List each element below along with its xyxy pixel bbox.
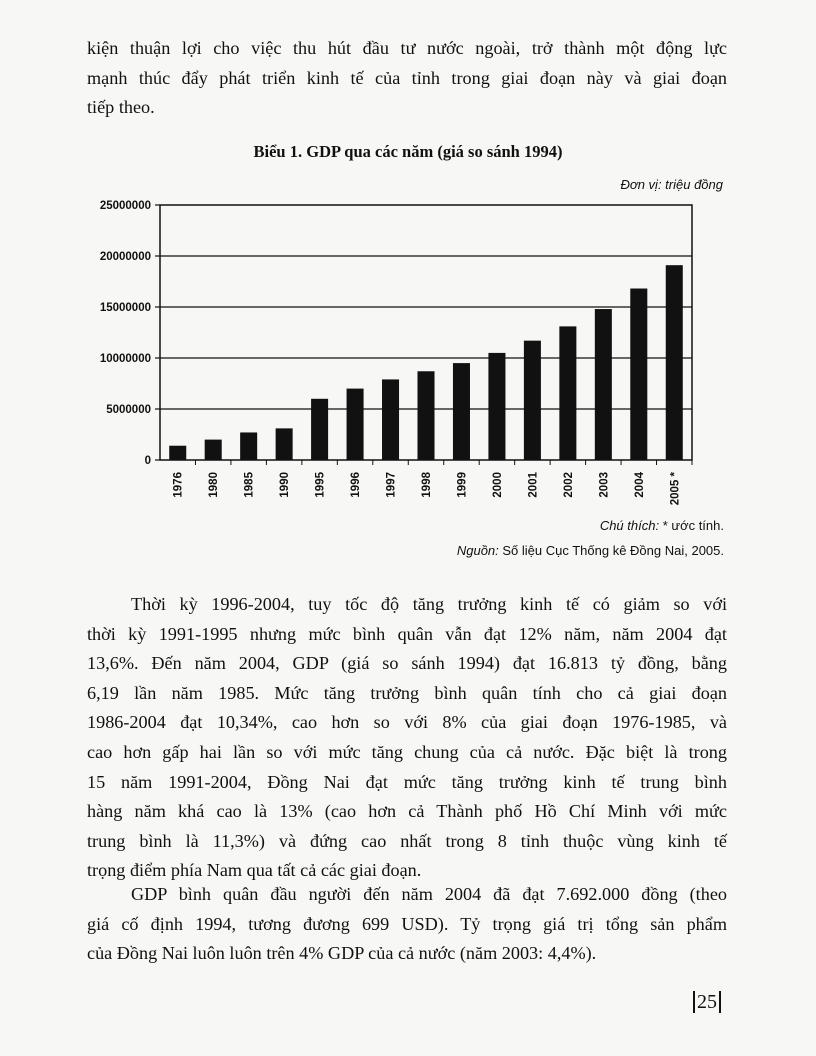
bar (488, 353, 505, 460)
text-line: cao hơn gấp hai lần so với mức tăng chung của cả nước. Đặc biệt là trong (87, 741, 727, 762)
bar (240, 432, 257, 460)
text-line: GDP bình quân đầu người đến năm 2004 đã đạt 7.692.000 đồng (theo (131, 884, 727, 904)
page-number: 25 (693, 991, 721, 1013)
text-line: 1986-2004 đạt 10,34%, cao hơn so với 8% của giai đoạn 1976-1985, và (87, 712, 727, 733)
text-line: hàng năm khá cao là 13% (cao hơn cả Thành phố Hồ Chí Minh với mức (87, 801, 727, 822)
x-tick-label: 1998 (421, 472, 433, 498)
bar (559, 326, 576, 460)
x-tick-label: 1990 (279, 472, 292, 498)
text-line: mạnh thúc đẩy phát triển kinh tế của tỉnh trong giai đoạn này và giai đoạn (87, 67, 727, 88)
bar (311, 399, 328, 460)
y-tick-label: 0 (144, 455, 151, 467)
text-line: 13,6%. Đến năm 2004, GDP (giá so sánh 1994) đạt 16.813 tỷ đồng, bằng (87, 653, 727, 674)
text-line: Thời kỳ 1996-2004, tuy tốc độ tăng trưởng kinh tế có giảm so với (131, 594, 727, 614)
x-tick-label: 2003 (598, 472, 611, 498)
body-paragraph-2 (87, 880, 727, 969)
x-tick-label: 2000 (491, 472, 504, 498)
x-tick-label: 1976 (172, 472, 185, 498)
x-tick-label: 1999 (456, 472, 469, 498)
chart-source (457, 543, 724, 558)
x-tick-label: 1980 (208, 472, 221, 498)
bar (205, 440, 222, 460)
bar (595, 309, 612, 460)
y-tick-label: 20000000 (99, 251, 151, 263)
x-tick-label: 1996 (350, 472, 363, 498)
x-tick-label: 1985 (243, 472, 256, 498)
x-tick-label: 1995 (314, 472, 327, 498)
text-line: của Đồng Nai luôn luôn trên 4% GDP của cả nước (năm 2003: 4,4%). (87, 943, 597, 964)
x-tick-label: 2005 * (669, 472, 682, 506)
text-line: 6,19 lần năm 1985. Mức tăng trưởng bình quân tính cho cả giai đoạn (87, 682, 727, 703)
chart-footnote (600, 518, 724, 533)
chart-title: Biểu 1. GDP qua các năm (giá so sánh 1994) (253, 142, 563, 161)
chart-unit-label: Đơn vị: triệu đồng (620, 177, 723, 192)
bar (347, 389, 364, 460)
text-line: trung bình là 11,3%) và đứng cao nhất trong 8 tỉnh thuộc vùng kinh tế (87, 830, 727, 851)
text-line: kiện thuận lợi cho việc thu hút đầu tư nước ngoài, trở thành một động lực (87, 38, 727, 58)
text-line: tiếp theo. (87, 97, 155, 118)
bar (453, 363, 470, 460)
x-tick-label: 2004 (633, 472, 646, 498)
x-tick-label: 1997 (385, 472, 398, 498)
bar (666, 265, 683, 460)
bar (169, 446, 186, 460)
bar (524, 341, 541, 460)
footnote-label: Chú thích: (599, 518, 660, 533)
text-line: 15 năm 1991-2004, Đồng Nai đạt mức tăng trưởng kinh tế trung bình (87, 771, 727, 792)
y-tick-label: 25000000 (99, 200, 151, 212)
y-tick-label: 10000000 (99, 353, 151, 365)
gdp-bar-chart (80, 195, 720, 515)
intro-paragraph (87, 34, 727, 123)
text-line: trọng điểm phía Nam qua tất cả các giai đoạn. (87, 860, 422, 881)
bar (382, 379, 399, 460)
text-line: giá cố định 1994, tương đương 699 USD). Tỷ trọng giá trị tổng sản phẩm (87, 913, 727, 934)
body-paragraph-1 (87, 590, 727, 886)
y-tick-label: 15000000 (99, 302, 151, 314)
x-tick-label: 2001 (527, 472, 540, 498)
footnote-text: * ước tính. (659, 518, 724, 533)
source-label: Nguồn: (456, 543, 499, 558)
source-text: Số liệu Cục Thống kê Đồng Nai, 2005. (498, 543, 724, 558)
bar (630, 289, 647, 460)
bar (417, 371, 434, 460)
x-tick-label: 2002 (562, 472, 575, 498)
bar (276, 428, 293, 460)
text-line: thời kỳ 1991-1995 nhưng mức bình quân vẫn đạt 12% năm, năm 2004 đạt (87, 623, 727, 644)
y-tick-label: 5000000 (106, 404, 151, 416)
